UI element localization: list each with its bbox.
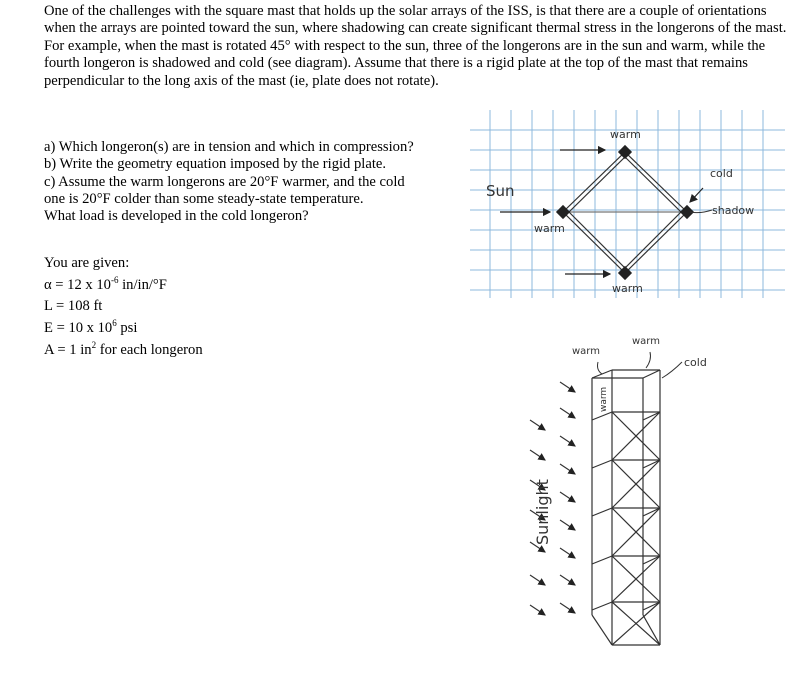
question-c-line3: What load is developed in the cold longeron? bbox=[44, 208, 309, 225]
side-label-cold: cold bbox=[684, 356, 707, 369]
top-view-diagram bbox=[470, 110, 785, 298]
label-cold-top: cold bbox=[710, 167, 733, 180]
question-a: a) Which longeron(s) are in tension and which in compression? bbox=[44, 139, 414, 155]
label-sun: Sun bbox=[486, 182, 515, 200]
side-view-diagram bbox=[530, 336, 707, 645]
given-heading: You are given: bbox=[44, 255, 130, 271]
given-length: L = 108 ft bbox=[44, 298, 103, 315]
given-area: A = 1 $in^2$ for each longeron bbox=[44, 339, 203, 358]
problem-intro: One of the challenges with the square mast that holds up the solar arrays of the ISS, is that there are a couple of orientations when the arrays are pointed toward the sun, where shadowing can create significant thermal stress in the longerons of the mast. For example, when the mast is rotated 45° with respect to the sun, three of the longerons are in the sun and warm, while the fourth longeron is shadowed and cold (see diagram). Assume that there is a rigid plate at the top of the mast that remains perpendicular to the long axis of the mast (ie, plate does not rotate). bbox=[44, 3, 787, 89]
side-label-warm-vertical: warm bbox=[599, 386, 609, 412]
side-label-warm-right: warm bbox=[632, 336, 660, 347]
question-c-line1: c) Assume the warm longerons are 20°F warmer, and the cold bbox=[44, 173, 405, 190]
side-label-sunlight: Sunlight bbox=[533, 479, 552, 545]
given-alpha: α = 12 x $10^{-6}$ in/in/°F bbox=[44, 274, 167, 293]
question-c-line2: one is 20°F colder than some steady-state temperature. bbox=[44, 190, 364, 207]
label-warm-top: warm bbox=[610, 128, 641, 141]
given-modulus: E = 10 x $10^6$ psi bbox=[44, 318, 138, 337]
side-label-warm-left: warm bbox=[572, 346, 600, 357]
label-warm-left: warm bbox=[534, 222, 565, 235]
question-b: b) Write the geometry equation imposed by the rigid plate. bbox=[44, 156, 387, 173]
label-warm-bottom: warm bbox=[612, 282, 643, 295]
label-shadow: shadow bbox=[712, 204, 755, 217]
